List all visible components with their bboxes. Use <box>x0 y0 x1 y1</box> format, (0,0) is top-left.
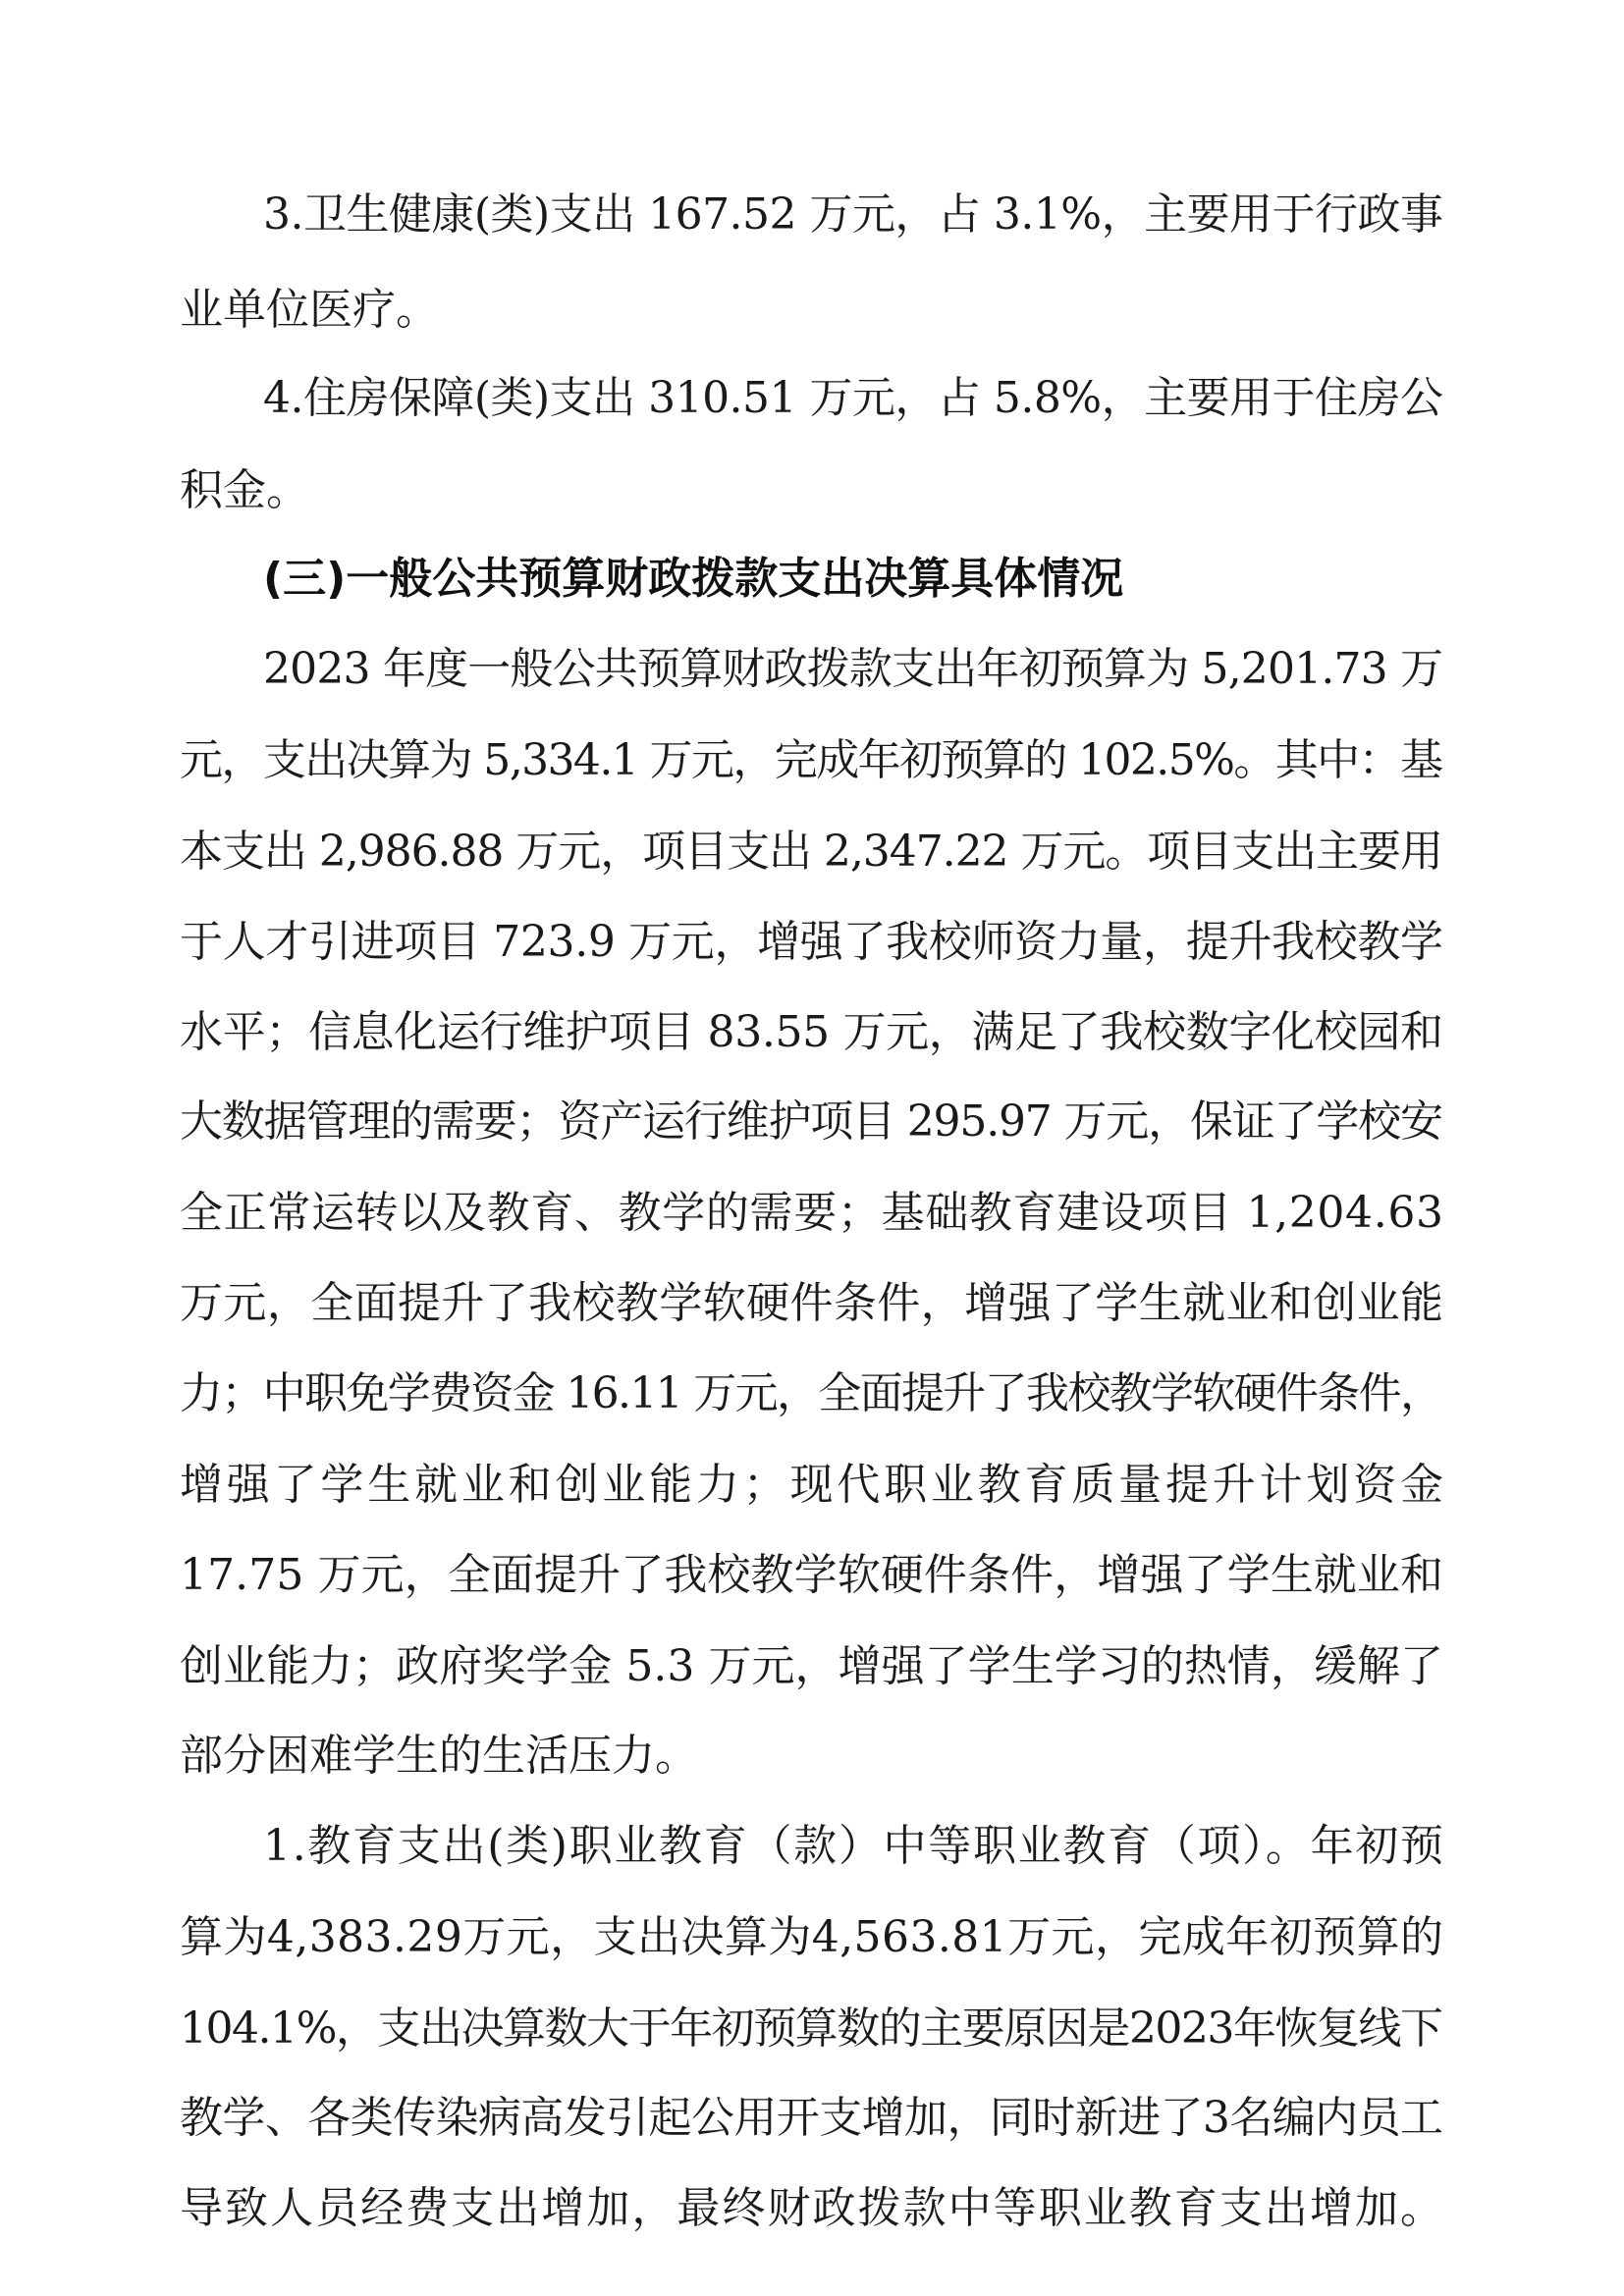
paragraph-line <box>0 714 1624 808</box>
line-text: 增强了学生就业和创业能力；现代职业教育质量提升计划资金 <box>180 1460 1447 1510</box>
section-heading <box>0 532 1624 626</box>
section-heading-text: (三)一般公共预算财政拨款支出决算具体情况 <box>263 554 1124 604</box>
paragraph-line <box>0 1166 1624 1260</box>
paragraph-line <box>0 1528 1624 1623</box>
paragraph-line <box>0 1620 1624 1714</box>
paragraph-line <box>0 1799 1624 1894</box>
paragraph-line <box>0 986 1624 1080</box>
paragraph-line <box>0 2071 1624 2165</box>
line-text: 部分困难学生的生活压力。 <box>180 1731 698 1781</box>
line-text: 积金。 <box>180 465 309 515</box>
line-text: 3.卫生健康(类)支出 167.52 万元，占 3.1%，主要用于行政事 <box>263 189 1443 240</box>
paragraph-line <box>0 1709 1624 1803</box>
paragraph-line <box>0 2162 1624 2256</box>
line-text: 导致人员经费支出增加，最终财政拨款中等职业教育支出增加。 <box>180 2183 1446 2233</box>
paragraph-line <box>0 1982 1624 2076</box>
paragraph-line <box>0 1438 1624 1532</box>
line-text: 水平；信息化运行维护项目 83.55 万元，满足了我校数字化校园和 <box>180 1007 1443 1057</box>
paragraph-line <box>0 622 1624 717</box>
paragraph-line <box>0 263 1624 357</box>
paragraph-line <box>0 1075 1624 1169</box>
paragraph-line <box>0 444 1624 538</box>
line-text: 104.1%，支出决算数大于年初预算数的主要原因是2023年恢复线下 <box>180 2003 1442 2054</box>
paragraph-line <box>0 168 1624 262</box>
line-text: 2023 年度一般公共预算财政拨款支出年初预算为 5,201.73 万 <box>263 644 1443 694</box>
paragraph-line <box>0 805 1624 899</box>
line-text: 万元，全面提升了我校教学软硬件条件，增强了学生就业和创业能 <box>180 1278 1444 1328</box>
paragraph-line <box>0 351 1624 446</box>
paragraph-line <box>0 1256 1624 1351</box>
line-text: 教学、各类传染病高发引起公用开支增加，同时新进了3名编内员工 <box>180 2093 1443 2143</box>
line-text: 1.教育支出(类)职业教育（款）中等职业教育（项）。年初预 <box>263 1821 1445 1871</box>
line-text: 元，支出决算为 5,334.1 万元，完成年初预算的 102.5%。其中：基 <box>180 735 1442 785</box>
line-text: 创业能力；政府奖学金 5.3 万元，增强了学生学习的热情，缓解了 <box>180 1641 1444 1691</box>
line-text: 全正常运转以及教育、教学的需要；基础教育建设项目 1,204.63 <box>180 1188 1444 1238</box>
paragraph-line <box>0 1347 1624 1441</box>
paragraph-line <box>0 895 1624 989</box>
line-text: 4.住房保障(类)支出 310.51 万元，占 5.8%，主要用于住房公 <box>263 373 1443 423</box>
paragraph-line <box>0 1891 1624 1985</box>
line-text: 17.75 万元，全面提升了我校教学软硬件条件，增强了学生就业和 <box>180 1550 1444 1600</box>
line-text: 于人才引进项目 723.9 万元，增强了我校师资力量，提升我校教学 <box>180 917 1443 967</box>
line-text: 大数据管理的需要；资产运行维护项目 295.97 万元，保证了学校安 <box>180 1096 1442 1147</box>
line-text: 算为4,383.29万元，支出决算为4,563.81万元，完成年初预算的 <box>180 1912 1444 1962</box>
line-text: 业单位医疗。 <box>180 285 439 335</box>
line-text: 本支出 2,986.88 万元，项目支出 2,347.22 万元。项目支出主要用 <box>180 827 1442 877</box>
line-text: 力；中职免学费资金 16.11 万元，全面提升了我校教学软硬件条件， <box>180 1368 1442 1418</box>
